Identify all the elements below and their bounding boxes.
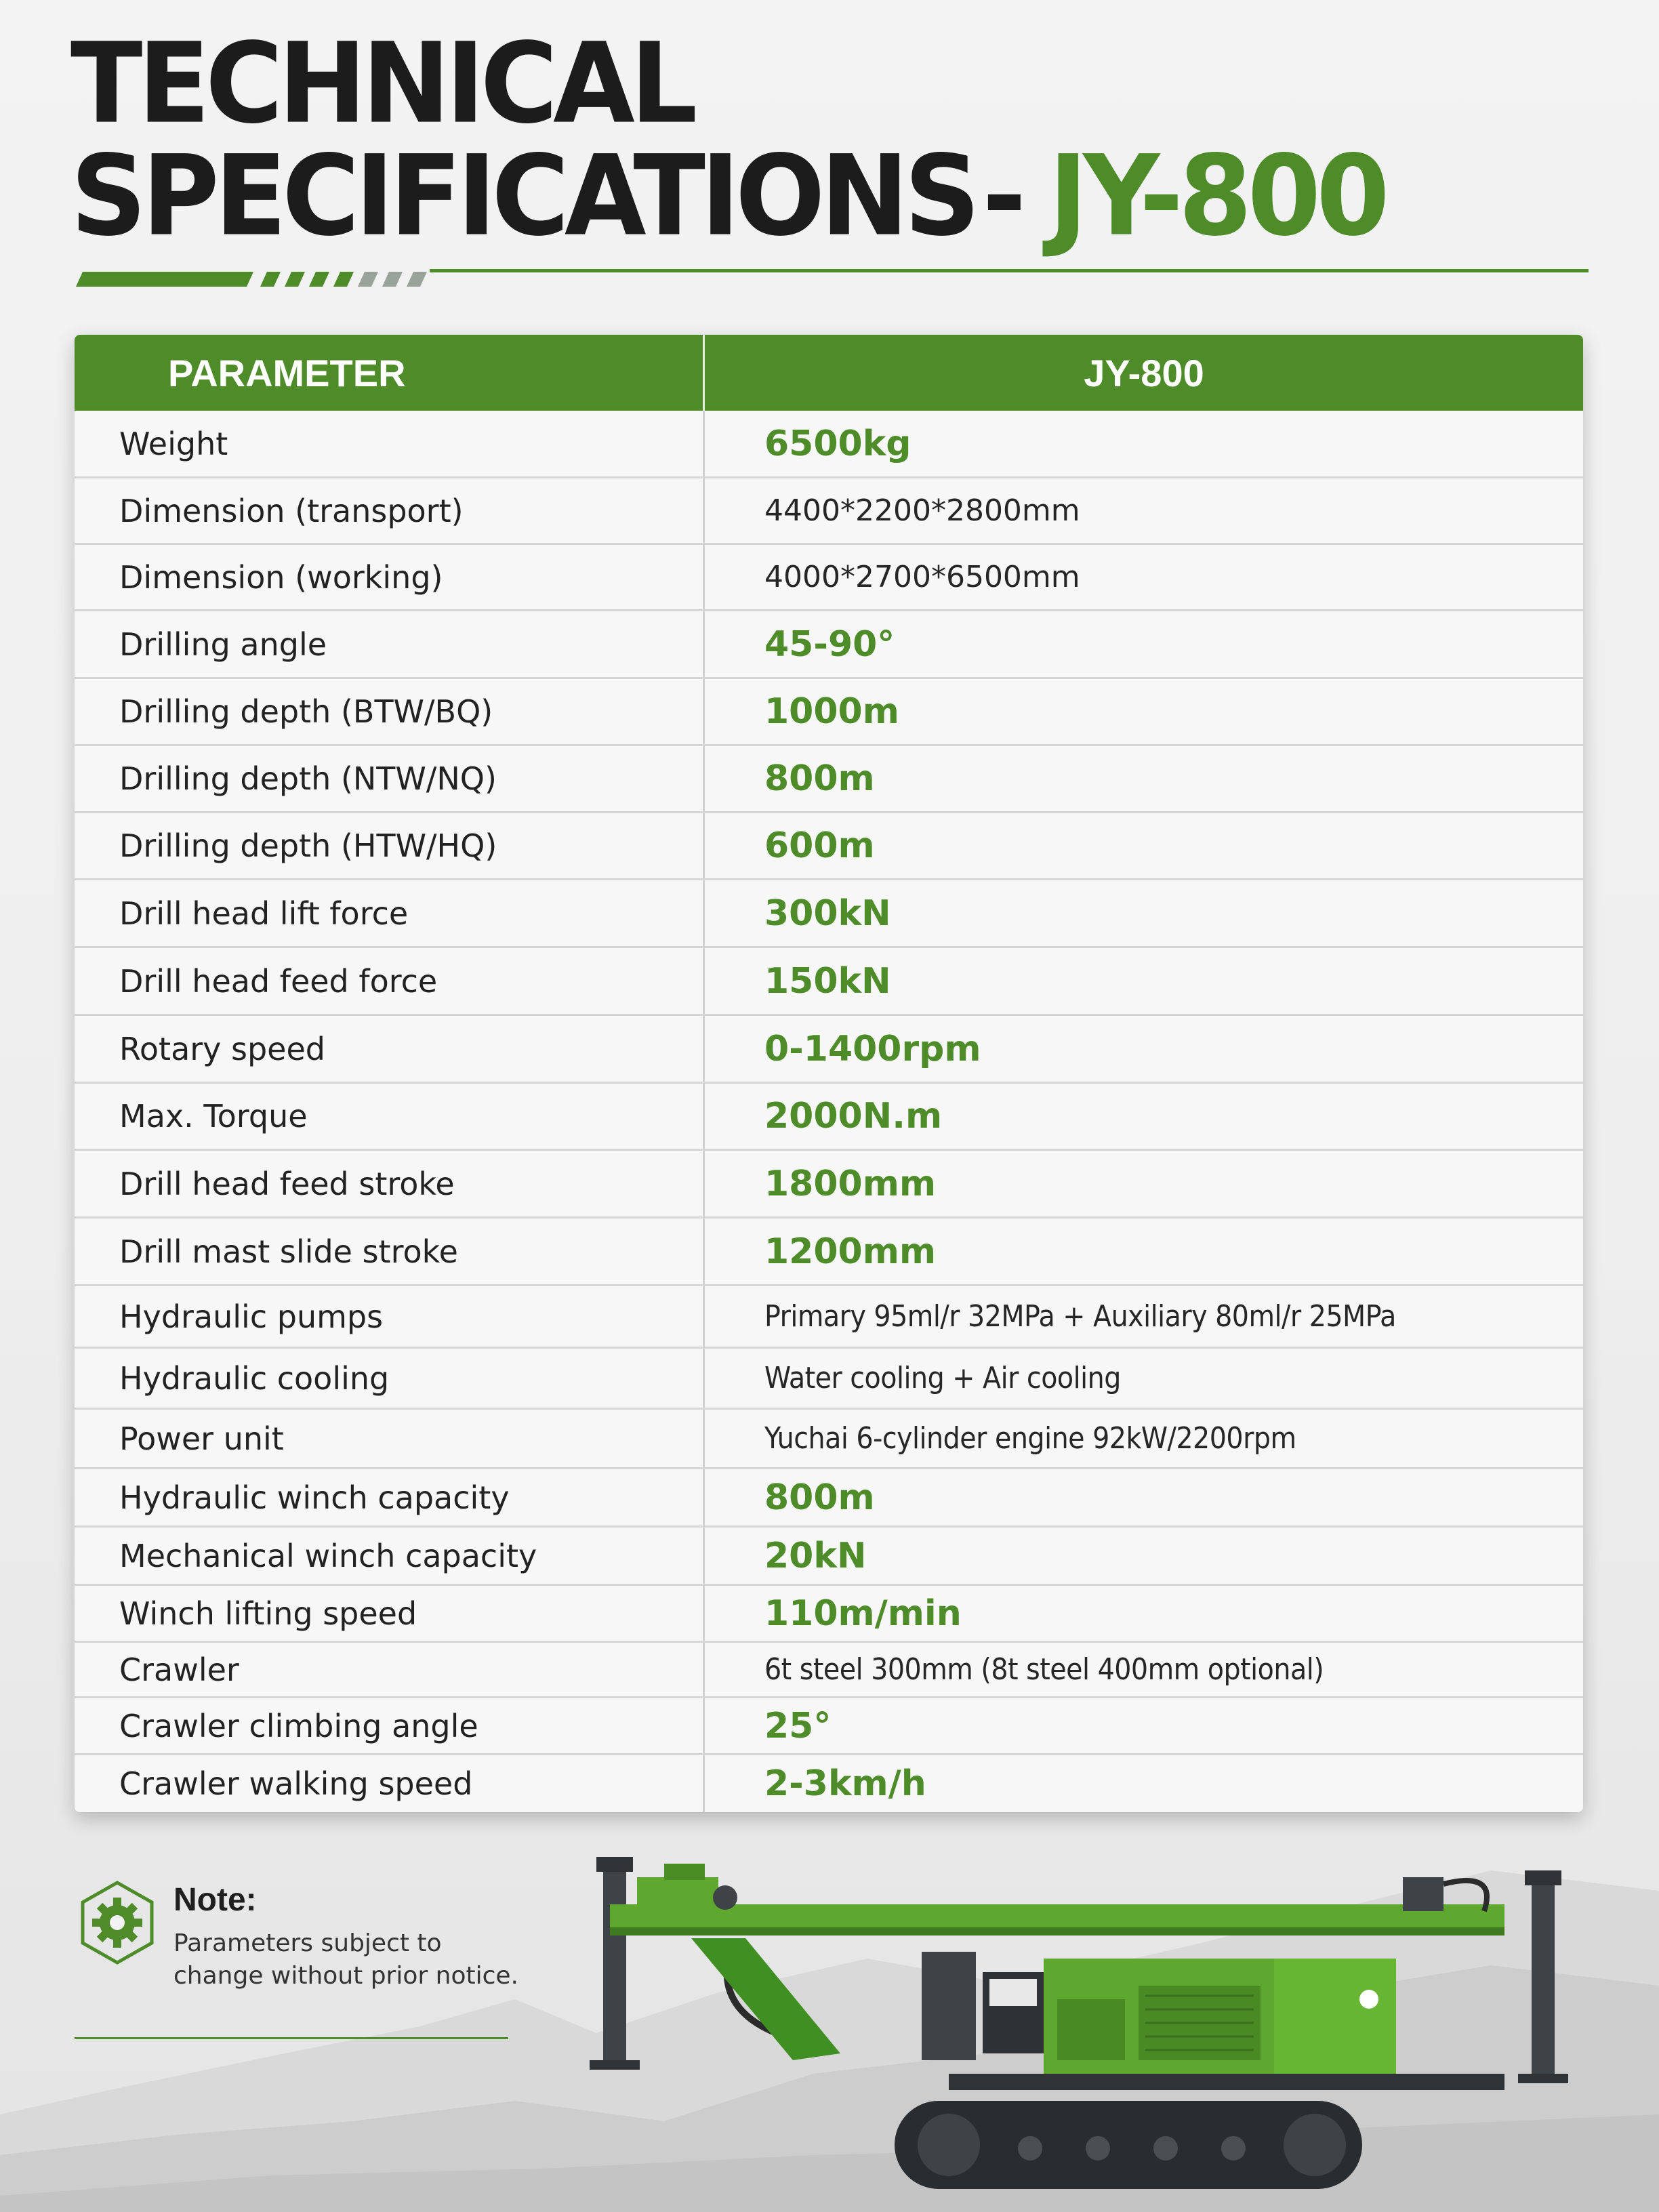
- table-row: [75, 1016, 1583, 1084]
- table-row: [75, 545, 1583, 611]
- parameter-cell: Crawler walking speed: [75, 1755, 705, 1812]
- table-row: [75, 1349, 1583, 1410]
- decorative-stripe-bar: [70, 269, 1589, 289]
- table-row: [75, 1469, 1583, 1528]
- parameter-cell: Mechanical winch capacity: [75, 1528, 705, 1584]
- value-cell: 1000m: [764, 691, 899, 732]
- title-model: JY-800: [1048, 131, 1385, 261]
- parameter-cell: Hydraulic winch capacity: [75, 1469, 705, 1525]
- value-cell: Primary 95ml/r 32MPa + Auxiliary 80ml/r 25MPa: [764, 1299, 1396, 1334]
- value-cell: 4000*2700*6500mm: [764, 560, 1080, 594]
- value-cell: 6500kg: [764, 423, 912, 464]
- parameter-cell: Drill mast slide stroke: [75, 1218, 705, 1284]
- table-row: [75, 1528, 1583, 1586]
- value-cell: 150kN: [764, 960, 891, 1002]
- value-cell: 0-1400rpm: [764, 1028, 981, 1069]
- parameter-cell: Dimension (working): [75, 545, 705, 609]
- table-row: [75, 478, 1583, 545]
- title-line-2: SPECIFICATIONS: [70, 131, 976, 261]
- value-cell: 2-3km/h: [764, 1763, 926, 1804]
- value-cell: 1200mm: [764, 1231, 937, 1272]
- table-row: [75, 1410, 1583, 1469]
- specs-table: [75, 335, 1583, 1812]
- value-cell: 6t steel 300mm (8t steel 400mm optional): [764, 1652, 1324, 1687]
- table-row: [75, 1643, 1583, 1698]
- table-body: [75, 411, 1583, 1812]
- parameter-cell: Drilling depth (NTW/NQ): [75, 746, 705, 811]
- table-header: [75, 335, 1583, 411]
- table-row: [75, 1151, 1583, 1218]
- parameter-cell: Crawler climbing angle: [75, 1698, 705, 1753]
- table-row: [75, 411, 1583, 478]
- parameter-cell: Rotary speed: [75, 1016, 705, 1082]
- value-cell: 45-90°: [764, 623, 895, 665]
- parameter-cell: Dimension (transport): [75, 478, 705, 543]
- value-cell: 800m: [764, 1477, 875, 1518]
- gear-icon: [75, 1880, 160, 1965]
- parameter-cell: Crawler: [75, 1643, 705, 1696]
- parameter-cell: Weight: [75, 411, 705, 476]
- table-row: [75, 679, 1583, 746]
- value-cell: Water cooling + Air cooling: [764, 1361, 1121, 1395]
- table-row: [75, 1755, 1583, 1812]
- drilling-rig-illustration: [569, 1830, 1572, 2212]
- header-parameter: PARAMETER: [75, 335, 705, 411]
- title-line-1: TECHNICAL: [70, 18, 693, 148]
- parameter-cell: Drilling angle: [75, 611, 705, 677]
- value-cell: 800m: [764, 758, 875, 799]
- note-underline: [75, 2037, 508, 2039]
- value-cell: 20kN: [764, 1535, 867, 1576]
- table-row: [75, 746, 1583, 813]
- parameter-cell: Drilling depth (BTW/BQ): [75, 679, 705, 744]
- value-cell: 2000N.m: [764, 1096, 943, 1136]
- table-row: [75, 1698, 1583, 1755]
- value-cell: 600m: [764, 825, 875, 866]
- note-title: Note:: [173, 1882, 257, 1918]
- parameter-cell: Drill head lift force: [75, 880, 705, 946]
- note-text: Parameters subject to change without prior notice.: [173, 1929, 518, 1990]
- parameter-cell: Power unit: [75, 1410, 705, 1467]
- parameter-cell: Max. Torque: [75, 1084, 705, 1149]
- value-cell: 25°: [764, 1705, 832, 1746]
- value-cell: 300kN: [764, 893, 891, 934]
- parameter-cell: Winch lifting speed: [75, 1586, 705, 1641]
- value-cell: 110m/min: [764, 1593, 962, 1634]
- table-row: [75, 611, 1583, 679]
- parameter-cell: Hydraulic cooling: [75, 1349, 705, 1408]
- table-row: [75, 948, 1583, 1016]
- header-model: JY-800: [1084, 351, 1204, 394]
- value-cell: 4400*2200*2800mm: [764, 493, 1080, 528]
- value-cell: Yuchai 6-cylinder engine 92kW/2200rpm: [764, 1421, 1296, 1456]
- value-cell: 1800mm: [764, 1163, 937, 1204]
- table-row: [75, 880, 1583, 948]
- table-row: [75, 1218, 1583, 1286]
- parameter-cell: Hydraulic pumps: [75, 1286, 705, 1347]
- title-dash: -: [982, 131, 1022, 261]
- parameter-cell: Drill head feed stroke: [75, 1151, 705, 1216]
- parameter-cell: Drilling depth (HTW/HQ): [75, 813, 705, 878]
- table-row: [75, 1586, 1583, 1643]
- table-row: [75, 1084, 1583, 1151]
- table-row: [75, 813, 1583, 880]
- table-row: [75, 1286, 1583, 1349]
- page-title: [70, 18, 1385, 261]
- parameter-cell: Drill head feed force: [75, 948, 705, 1014]
